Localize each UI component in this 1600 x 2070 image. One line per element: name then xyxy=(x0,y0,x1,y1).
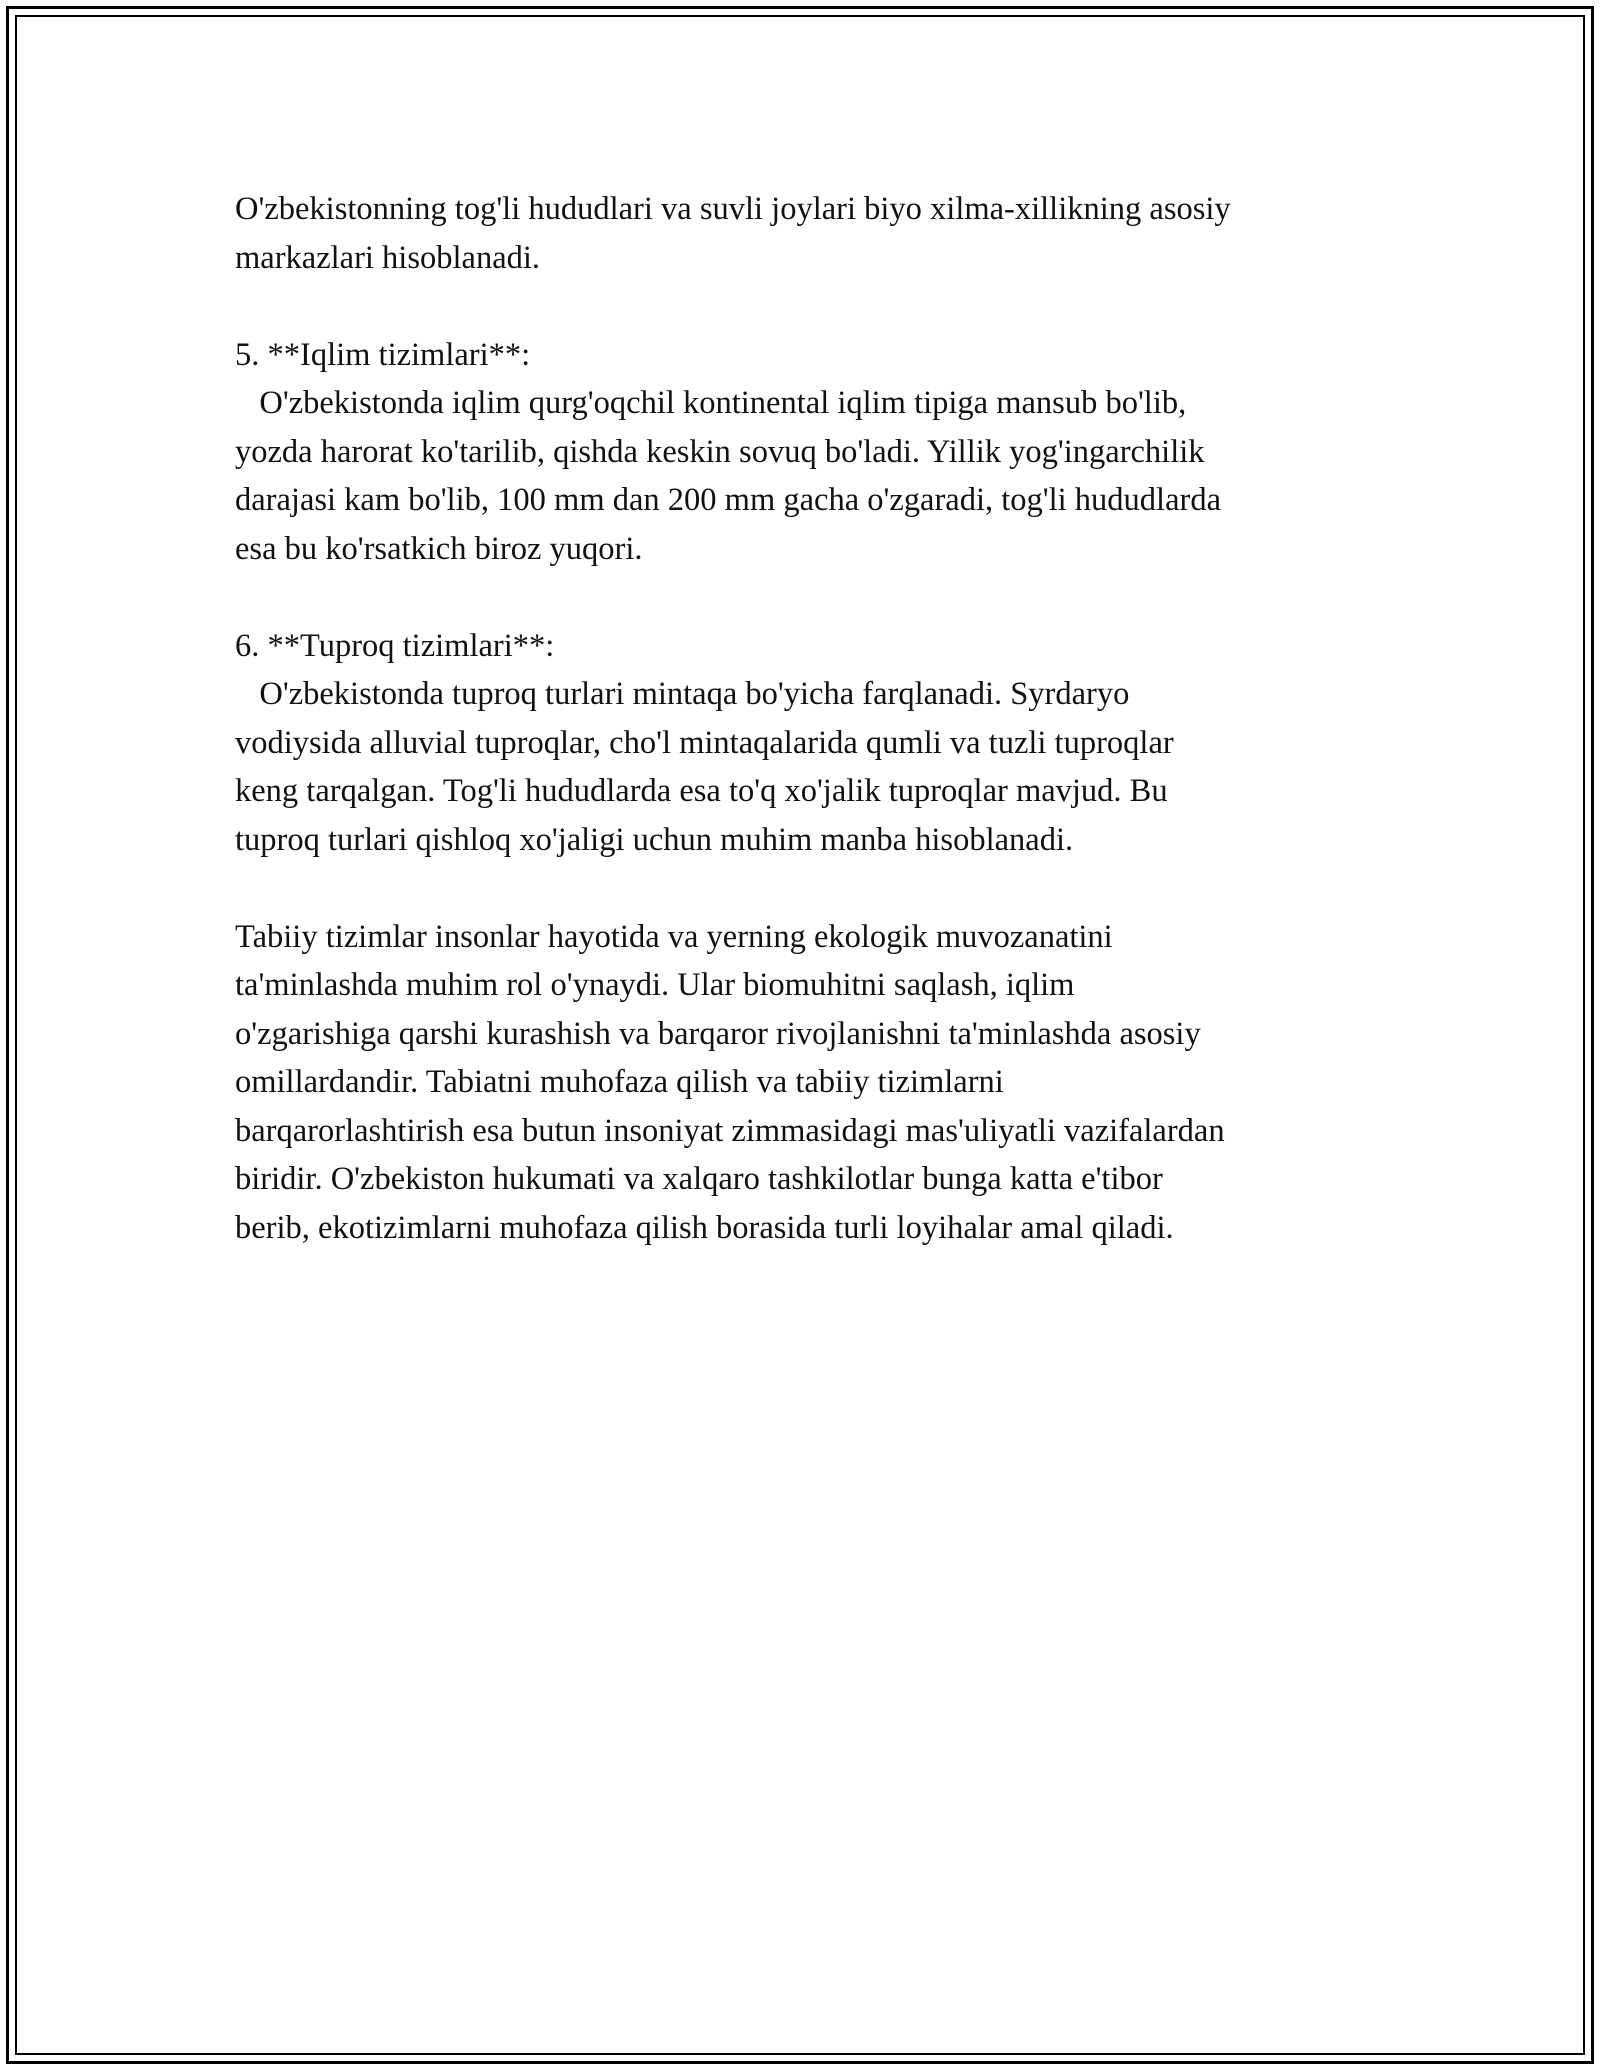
paragraph-biodiversity-centers: O'zbekistonning tog'li hududlari va suvli joylari biyo xilma-xillikning asosiy markazlari hisoblanadi. xyxy=(235,191,1231,276)
paragraph-climate-systems: 5. **Iqlim tizimlari**: O'zbekistonda iqlim qurg'oqchil kontinental iqlim tipiga mansub bo'lib, yozda harorat ko'tarilib, qishda keskin sovuq bo'ladi. Yillik yog'ingarchilik darajasi kam bo'lib, 100 mm dan 200 mm gacha o'zgaradi, tog'li hududlarda esa bu ko'rsatkich biroz yuqori. xyxy=(235,336,1221,567)
paragraph-soil-systems: 6. **Tuproq tizimlari**: O'zbekistonda tuproq turlari mintaqa bo'yicha farqlanadi. Syrdaryo vodiysida alluvial tuproqlar, cho'l mintaqalarida qumli va tuzli tuproqlar keng tarqalgan. Tog'li hududlarda esa to'q xo'jalik tuproqlar mavjud. Bu tuproq turlari qishloq xo'jaligi uchun muhim manba hisoblanadi. xyxy=(235,627,1174,858)
document-body xyxy=(235,185,1385,1252)
paragraph-conclusion: Tabiiy tizimlar insonlar hayotida va yerning ekologik muvozanatini ta'minlashda muhim rol o'ynaydi. Ular biomuhitni saqlash, iqlim o'zgarishiga qarshi kurashish va barqaror rivojlanishni ta'minlashda asosiy omillardandir. Tabiatni muhofaza qilish va tabiiy tizimlarni barqarorlashtirish esa butun insoniyat zimmasidagi mas'uliyatli vazifalardan biridir. O'zbekiston hukumati va xalqaro tashkilotlar bunga katta e'tibor berib, ekotizimlarni muhofaza qilish borasida turli loyihalar amal qiladi. xyxy=(235,918,1225,1246)
